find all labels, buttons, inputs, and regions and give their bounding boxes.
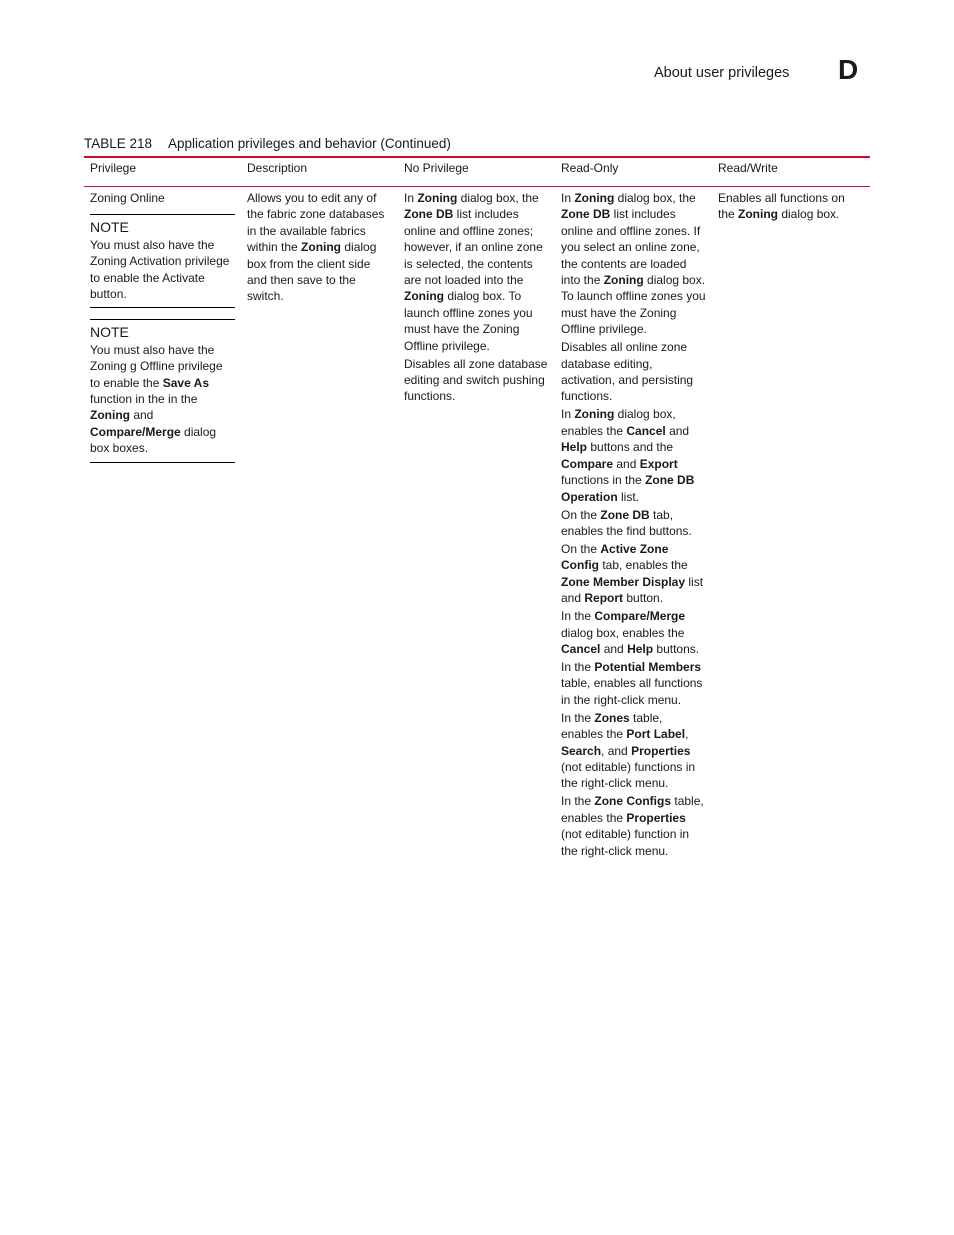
cell-no-privilege (404, 190, 550, 406)
read-only-para: In the Zone Configs table, enables the Properties (not editable) function in the right-click menu. (561, 794, 704, 858)
note-heading: NOTE (90, 324, 129, 341)
cell-privilege (90, 190, 235, 463)
read-only-para: Disables all online zone database editing, activation, and persisting functions. (561, 340, 694, 404)
note-text: You must also have the Zoning Activation privilege to enable the Activate button. (90, 237, 230, 302)
table-caption (84, 136, 451, 151)
read-only-para: In Zoning dialog box, enables the Cancel and Help buttons and the Compare and Export functions in the Zone DB Operation list. (561, 407, 695, 504)
column-header-read-write: Read/Write (718, 161, 778, 175)
read-write-text: Enables all functions on the Zoning dialog box. (718, 191, 845, 222)
table-top-rule (84, 156, 870, 158)
no-privilege-para: Disables all zone database editing and switch pushing functions. (404, 356, 548, 404)
note-box-1 (90, 214, 235, 308)
table-number: TABLE 218 (84, 136, 153, 151)
no-privilege-para: In Zoning dialog box, the Zone DB list includes online and offline zones; however, if an online zone is selected, the contents are not loaded into the Zoning dialog box. To launch offline zones you must have the Zoning Offline privilege. (404, 191, 543, 353)
read-only-para: On the Zone DB tab, enables the find buttons. (561, 507, 692, 538)
table-title: Application privileges and behavior (Continued) (168, 136, 451, 151)
privilege-name: Zoning Online (90, 191, 165, 205)
running-header-title: About user privileges (654, 65, 790, 81)
column-header-no-privilege: No Privilege (404, 161, 469, 175)
column-header-privilege: Privilege (90, 161, 137, 175)
cell-description (247, 190, 393, 306)
read-only-para: In the Zones table, enables the Port Label, Search, and Properties (not editable) functions in the right-click menu. (561, 710, 696, 791)
read-only-para: On the Active Zone Config tab, enables the Zone Member Display list and Report button. (561, 541, 704, 606)
note-text: You must also have the Zoning g Offline privilege to enable the Save As function in the in the Zoning and Compare/Merge dialog box boxes. (90, 342, 223, 456)
read-only-para: In the Compare/Merge dialog box, enables the Cancel and Help buttons. (561, 609, 700, 656)
column-header-read-only: Read-Only (561, 161, 619, 175)
description-text: Allows you to edit any of the fabric zone databases in the available fabrics within the Zoning dialog box from the client side and then save to the switch. (247, 191, 385, 304)
read-only-para: In the Potential Members table, enables all functions in the right-click menu. (561, 659, 703, 707)
note-heading: NOTE (90, 219, 129, 236)
appendix-letter: D (838, 54, 859, 85)
cell-read-write (718, 190, 864, 224)
column-header-description: Description (247, 161, 308, 175)
read-only-para: In Zoning dialog box, the Zone DB list includes online and offline zones. If you select an online zone, the contents are loaded into the Zoning dialog box. To launch offline zones you must have the Zoning Offline privilege. (561, 191, 706, 337)
note-box-2 (90, 319, 235, 462)
cell-read-only (561, 190, 707, 861)
header-bottom-rule (84, 186, 870, 187)
